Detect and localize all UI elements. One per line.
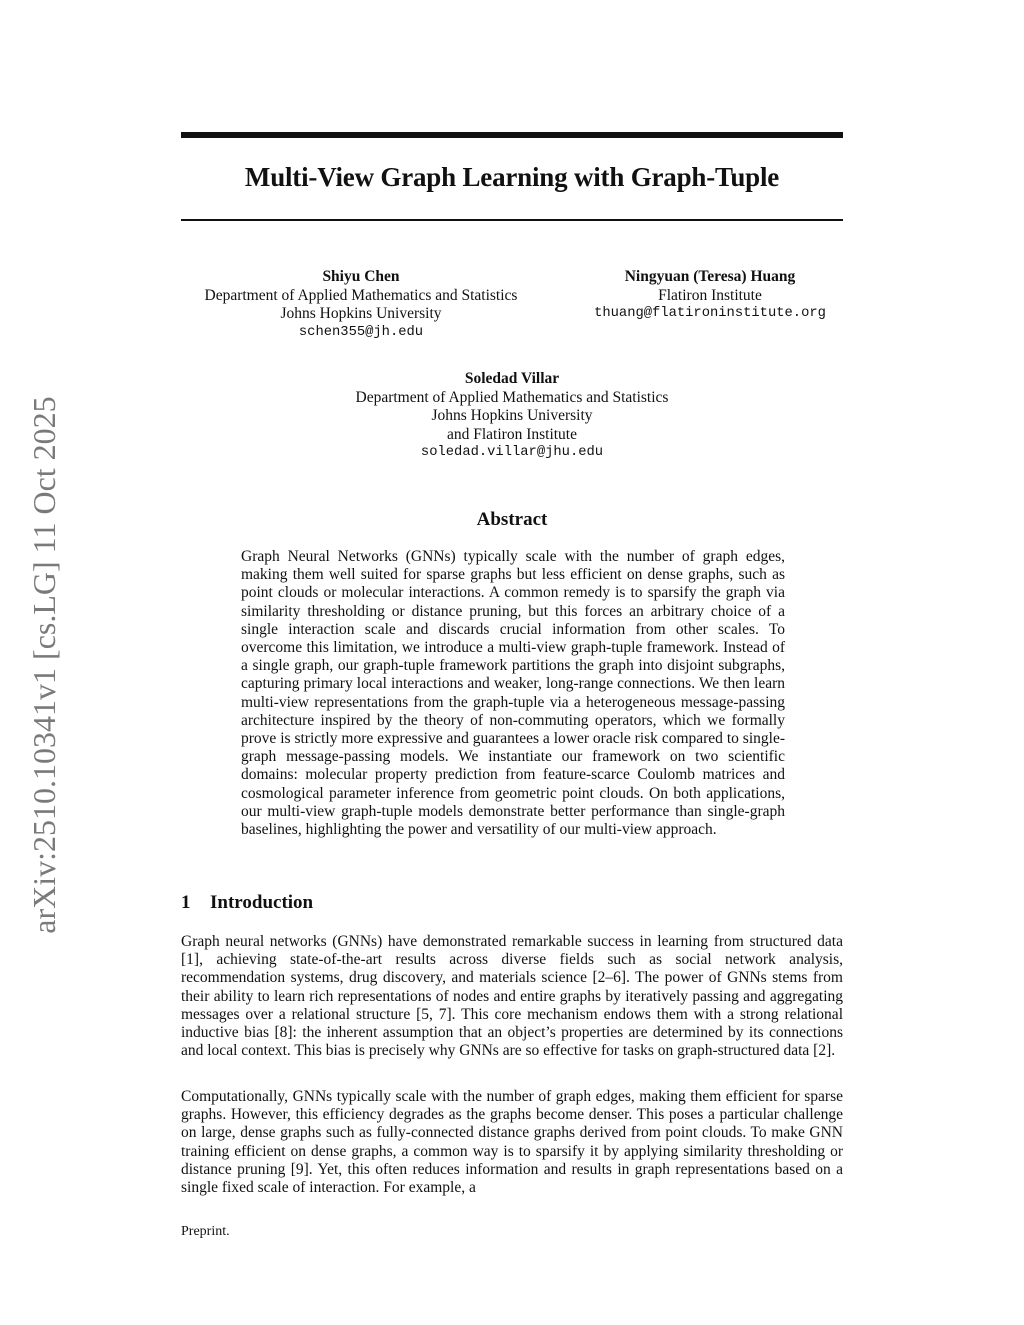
author-affiliation: and Flatiron Institute — [446, 425, 577, 443]
arxiv-stamp: arXiv:2510.10341v1 [cs.LG] 11 Oct 2025 — [26, 396, 62, 934]
footer-note: Preprint. — [181, 1224, 230, 1239]
author-name: Soledad Villar — [464, 370, 560, 387]
author-name: Shiyu Chen — [322, 268, 400, 285]
section-heading — [181, 892, 313, 914]
author-affiliation: Flatiron Institute — [658, 286, 762, 304]
title-rule-top — [181, 132, 843, 138]
section-number: 1 — [181, 892, 191, 913]
author-affiliation: Johns Hopkins University — [280, 305, 442, 322]
body-paragraph: Computationally, GNNs typically scale with the number of graph edges, making them efficient for sparse graphs. However, this efficiency degrades as the graphs become denser. This poses a particular challenge on large, dense graphs such as fully-connected distance graphs derived from point clouds. To make GNN training efficient on dense graphs, a common way is to sparsify it by applying similarity thresholding or distance pruning [9]. Yet, this often reduces information and results in graph representations based on a single fixed scale of interaction. For example, a — [181, 1088, 843, 1197]
body-paragraph: Graph neural networks (GNNs) have demonstrated remarkable success in learning from structured data [1], achieving state-of-the-art results across diverse fields such as social network analysis, recommendation systems, drug discovery, and materials science [2–6]. The power of GNNs stems from their ability to learn rich representations of nodes and entire graphs by iteratively passing and aggregating messages over a relational structure [5, 7]. This core mechanism endows them with a strong relational inductive bias [8]: the inherent assumption that an object’s properties are determined by its connections and local context. This bias is precisely why GNNs are so effective for tasks on graph-structured data [2]. — [181, 933, 843, 1060]
paper-title: Multi-View Graph Learning with Graph-Tuple — [244, 162, 780, 192]
author-block-1 — [181, 268, 541, 342]
title-rule-bottom — [181, 219, 843, 221]
author-email: schen355@jh.edu — [298, 324, 424, 340]
author-email: soledad.villar@jhu.edu — [420, 445, 604, 460]
author-block-2 — [560, 268, 860, 324]
author-email: thuang@flatironinstitute.org — [594, 306, 826, 321]
abstract-heading: Abstract — [476, 509, 548, 530]
section-title: Introduction — [210, 892, 314, 913]
author-block-3 — [312, 370, 712, 463]
author-affiliation: Johns Hopkins University — [431, 407, 593, 424]
author-affiliation: Department of Applied Mathematics and Statistics — [204, 286, 518, 304]
abstract-text: Graph Neural Networks (GNNs) typically scale with the number of graph edges, making them well suited for sparse graphs but less efficient on dense graphs, such as point clouds or molecular interactions. A common remedy is to sparsify the graph via similarity thresholding or distance pruning, but this forces an arbitrary choice of a single interaction scale and discards crucial information from other scales. To overcome this limitation, we introduce a multi-view graph-tuple framework. Instead of a single graph, our graph-tuple framework partitions the graph into disjoint subgraphs, capturing primary local interactions and weaker, long-range connections. We then learn multi-view representations from the graph-tuple via a heterogeneous message-passing architecture inspired by the theory of non-commuting operators, which we formally prove is strictly more expressive and guarantees a lower oracle risk compared to single-graph message-passing models. We instantiate our framework on two scientific domains: molecular property prediction from feature-scarce Coulomb matrices and cosmological parameter inference from geometric point clouds. On both applications, our multi-view graph-tuple models demonstrate better performance than single-graph baselines, highlighting the power and versatility of our multi-view approach. — [241, 548, 785, 839]
author-affiliation: Department of Applied Mathematics and Statistics — [355, 388, 669, 406]
author-name: Ningyuan (Teresa) Huang — [624, 268, 796, 285]
